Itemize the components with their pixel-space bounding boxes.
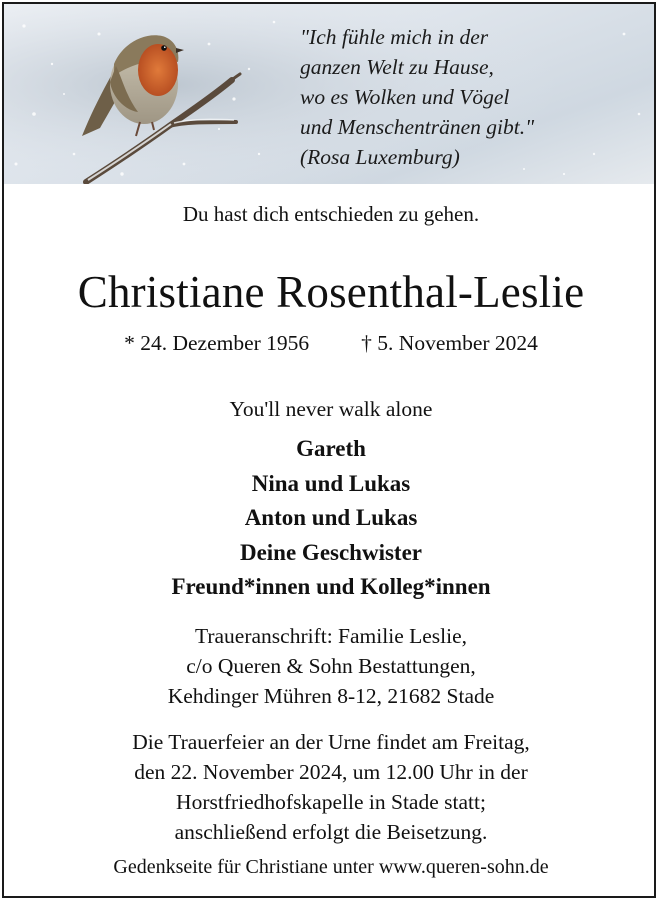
motto-text: You'll never walk alone [229, 397, 433, 421]
deceased-name: Christiane Rosenthal-Leslie [77, 267, 585, 317]
address-line: Kehdinger Mühren 8-12, 21682 Stade [167, 684, 495, 708]
address-line: Traueranschrift: Familie Leslie, [194, 624, 468, 648]
mourner-entry: Deine Geschwister [239, 539, 423, 565]
quote-line: und Menschentränen gibt." [300, 115, 535, 139]
life-dates [4, 331, 656, 356]
ceremony-info [4, 727, 656, 847]
intro-text: Du hast dich entschieden zu gehen. [182, 202, 480, 226]
mourner-entry: Nina und Lukas [251, 470, 411, 496]
quote-line: "Ich fühle mich in der [300, 25, 489, 49]
quote-line: ganzen Welt zu Hause, [300, 55, 494, 79]
mourners-list [4, 432, 656, 605]
ceremony-line: Horstfriedhofskapelle in Stade statt; [176, 790, 486, 814]
ceremony-line: den 22. November 2024, um 12.00 Uhr in der [134, 760, 528, 784]
quote-attribution: (Rosa Luxemburg) [300, 145, 460, 169]
mourner-entry: Gareth [296, 436, 366, 461]
address-line: c/o Queren & Sohn Bestattungen, [186, 654, 476, 678]
mourner-entry: Freund*innen und Kolleg*innen [171, 574, 491, 599]
memorial-page-link[interactable]: Gedenkseite für Christiane unter www.queren-sohn.de [113, 856, 549, 878]
mourning-address [4, 621, 656, 711]
death-date: † 5. November 2024 [361, 331, 538, 355]
birth-date: * 24. Dezember 1956 [124, 331, 310, 355]
quote-block [300, 22, 534, 172]
obituary-notice [2, 2, 656, 898]
header-image-panel [4, 4, 656, 184]
quote-line: wo es Wolken und Vögel [300, 85, 510, 109]
ceremony-line: Die Trauerfeier an der Urne findet am Freitag, [132, 730, 530, 754]
ceremony-line: anschließend erfolgt die Beisetzung. [174, 820, 488, 844]
mourner-entry: Anton und Lukas [244, 505, 418, 530]
